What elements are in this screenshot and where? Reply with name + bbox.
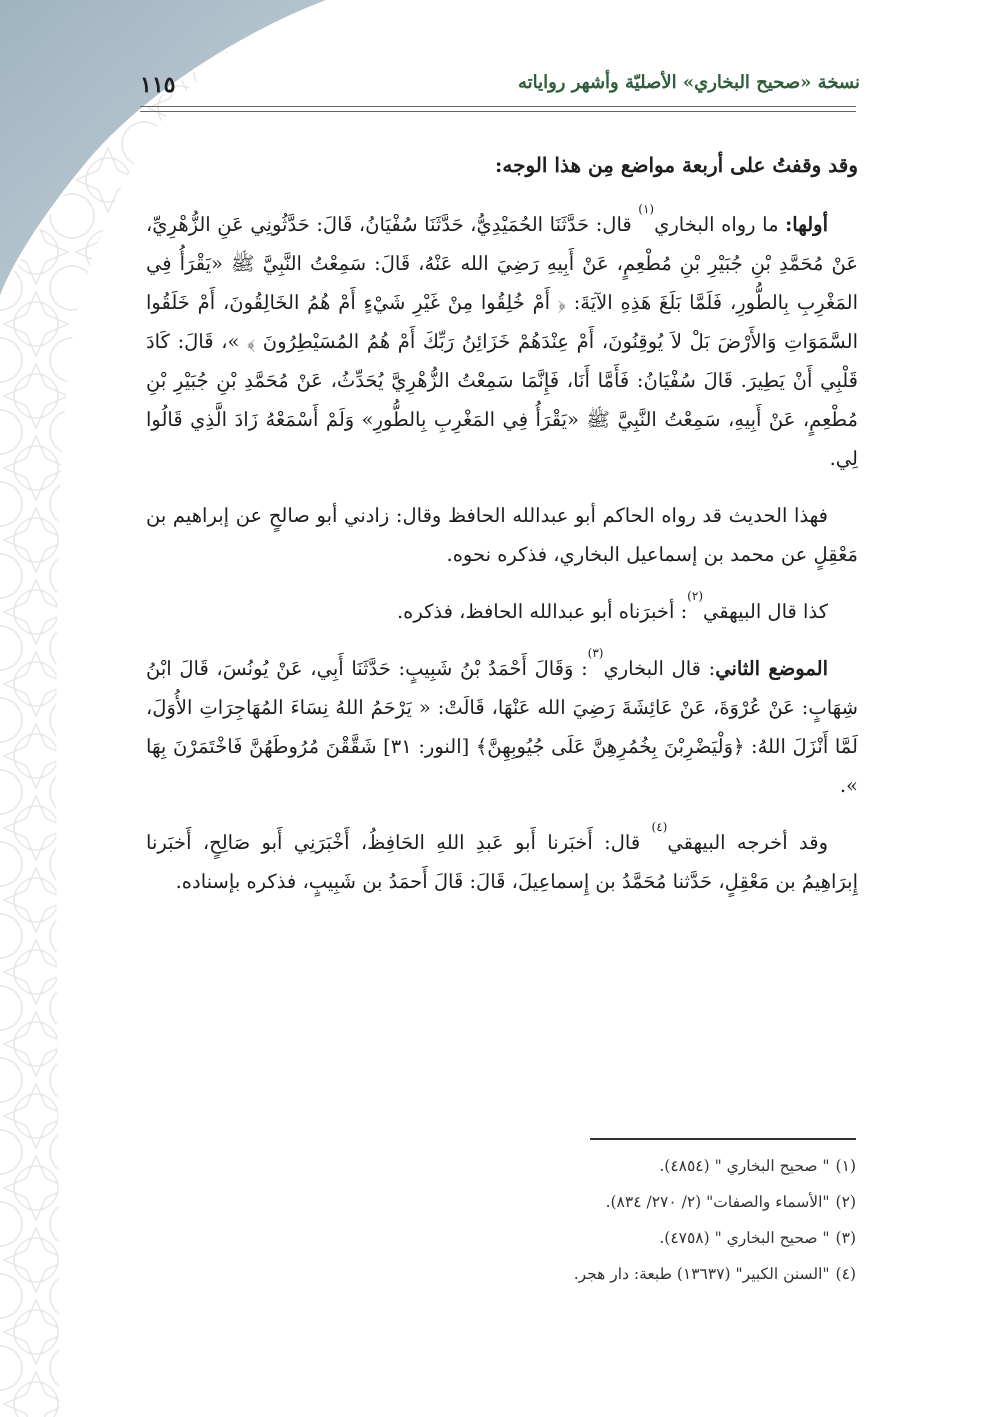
footnote-number: (٤) [835,1265,856,1283]
footnote-text: "الأسماء والصفات" (٢/ ٢٧٠/ ٨٣٤). [605,1193,830,1211]
intro-paragraph: وقد وقفتُ على أربعة مواضع مِن هذا الوجه: [494,153,858,177]
footnotes [156,1156,856,1300]
paragraph-hakim: فهذا الحديث قد رواه الحاكم أبو عبدالله الحافظ وقال: زادني أبو صالحٍ عن إبراهيم بن مَعْقِلٍ عن محمد بن إسماعيل البخاري، فذكره نحوه. [146,504,858,566]
paragraph-bayhaqi-isnad [146,820,858,901]
footnote-ref[interactable]: (٢) [687,589,703,603]
footnote-text: " صحيح البخاري " (٤٨٥٤). [659,1157,830,1175]
body-text [146,146,858,919]
paragraph-lead: أولها: [785,213,828,236]
header-rule-bottom [140,111,856,112]
running-header-title: نسخة «صحيح البخاري» الأصليّة وأشهر رواياته [517,72,860,93]
footnote-number: (٣) [835,1229,856,1247]
paragraph-text: كذا قال البيهقي [703,600,828,623]
footnote-item [156,1228,856,1248]
paragraph-text: ما رواه البخاري [654,213,786,236]
footnote-item [156,1264,856,1284]
paragraph-lead: الموضع الثاني [715,657,828,680]
paragraph-text: : وَقَالَ أَحْمَدُ بْنُ شَبِيبٍ: حَدَّثَنَا أَبِي، عَنْ يُونُسَ، قَالَ ابْنُ شِهَابٍ: عَنْ عُرْوَةَ، عَنْ عَائِشَةَ رَضِيَ الله عَنْهَا، قَالَتْ: « يَرْحَمُ اللهُ نِسَاءَ المُهَاجِرَاتِ الأُوَلَ، لَمَّا أَنْزَلَ اللهُ: ﴿وَلْيَضْرِبْنَ بِخُمُرِهِنَّ عَلَى جُيُوبِهِنَّ﴾ [النور: ٣١] شَقَّقْنَ مُرُوطَهُنَّ فَاخْتَمَرْنَ بِهَا ». [146,657,858,797]
footnote-number: (١) [835,1157,856,1175]
footnote-text: " صحيح البخاري " (٤٧٥٨). [659,1229,830,1247]
paragraph-bayhaqi [146,589,858,631]
paragraph-first-location [146,202,858,478]
footnote-item [156,1192,856,1212]
paragraph-text: وقد أخرجه البيهقي [667,831,828,854]
paragraph-text: قال: أَخبَرنا أَبو عَبدِ اللهِ الحَافِظُ، أَخْبَرَنِي أَبو صَالِحٍ، أَخبَرنا إِبرَاهِيمُ بن مَعْقِلٍ، حَدَّثنا مُحَمَّدُ بن إِسماعِيلَ، قَالَ: قَالَ أَحمَدُ بن شَبِيبٍ، فذكره بإسناده. [146,831,858,893]
footnote-number: (٢) [835,1193,856,1211]
header-rule-top [140,106,856,107]
paragraph-text: : أخبرَناه أبو عبدالله الحافظ، فذكره. [396,600,688,623]
paragraph-text: قال: حَدَّثَنَا الحُمَيْدِيُّ، حَدَّثَنَا سُفْيَانُ، قَالَ: حَدَّثُونِي عَنِ الزُّهْرِيِّ، عَنْ مُحَمَّدِ بْنِ جُبَيْرِ بْنِ مُطْعِمٍ، عَنْ أَبِيهِ رَضِيَ الله عَنْهُ، قَالَ: سَمِعْتُ النَّبِيَّ ﷺ «يَقْرَأُ فِي المَغْرِبِ بِالطُّورِ، فَلَمَّا بَلَغَ هَذِهِ الآيَةَ: ﴿ أَمْ خُلِقُوا مِنْ غَيْرِ شَيْءٍ أَمْ هُمُ الخَالِقُونَ، أَمْ خَلَقُوا السَّمَوَاتِ وَالأَرْضَ بَلْ لاَ يُوقِنُونَ، أَمْ عِنْدَهُمْ خَزَائِنُ رَبِّكَ أَمْ هُمُ المُسَيْطِرُونَ ﴾ »، قَالَ: كَادَ قَلْبِي أَنْ يَطِيرَ. قَالَ سُفْيَانُ: فَأَمَّا أَنَا، فَإِنَّمَا سَمِعْتُ الزُّهْرِيَّ يُحَدِّثُ، عَنْ مُحَمَّدِ بْنِ جُبَيْرِ بْنِ مُطْعِمٍ، عَنْ أَبِيهِ، سَمِعْتُ النَّبِيَّ ﷺ «يَقْرَأُ فِي المَغْرِبِ بِالطُّورِ» وَلَمْ أَسْمَعْهُ زَادَ الَّذِي قَالُوا لِي. [146,213,858,470]
footnote-text: "السنن الكبير" (١٣٦٣٧) طبعة: دار هجر. [573,1265,830,1283]
footnote-separator [590,1138,856,1140]
paragraph-second-location [146,646,858,805]
footnote-ref[interactable]: (١) [638,202,655,216]
footnote-ref[interactable]: (٣) [587,646,604,660]
footnote-item [156,1156,856,1176]
paragraph-text: : قال البخاري [603,657,716,680]
page-number: ١١٥ [140,72,176,98]
footnote-ref[interactable]: (٤) [651,820,668,834]
